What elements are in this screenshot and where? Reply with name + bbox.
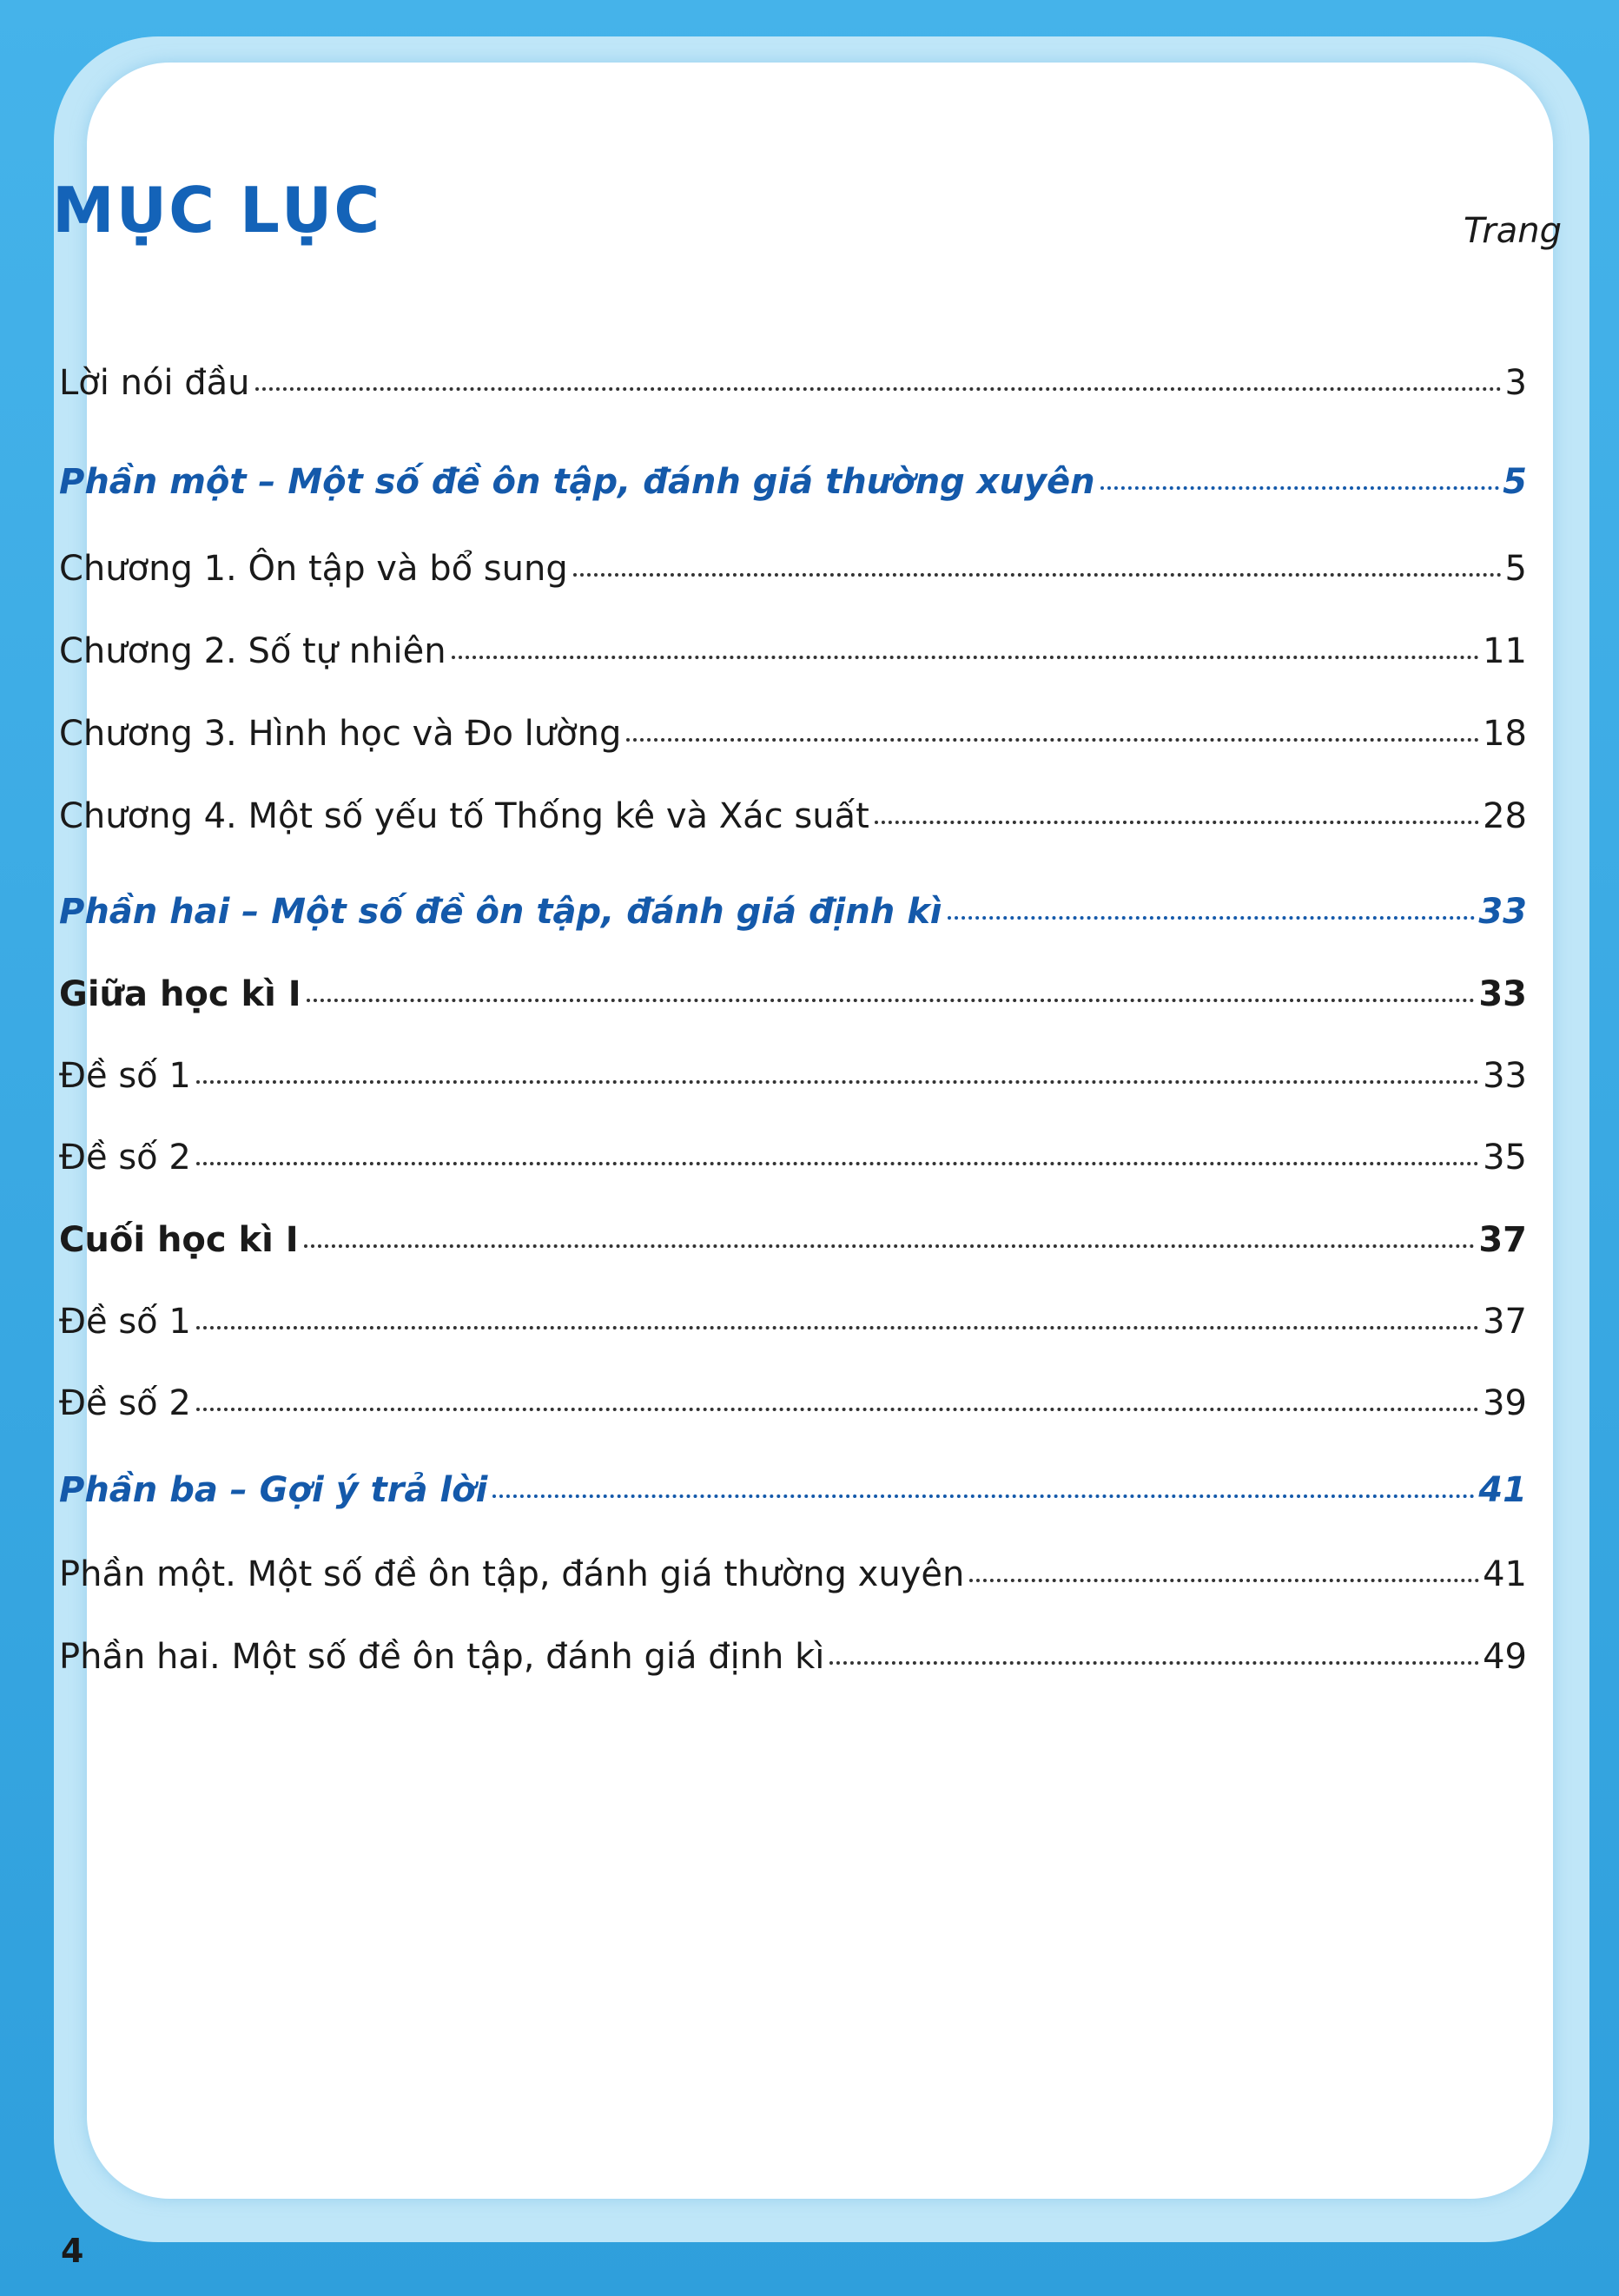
toc-entry-page: 11 — [1483, 631, 1527, 671]
toc-entry-label: Chương 4. Một số yếu tố Thống kê và Xác suất — [59, 796, 869, 836]
toc-entry-page: 33 — [1483, 1056, 1527, 1096]
page-title: MỤC LỤC — [52, 174, 382, 247]
table-of-contents — [59, 0, 1527, 2296]
page-number: 4 — [61, 2232, 84, 2270]
page-column-label: Trang — [1463, 211, 1562, 251]
toc-entry-label: Đề số 1 — [59, 1056, 191, 1096]
toc-entry[interactable] — [59, 1554, 1527, 1607]
toc-entry[interactable] — [59, 363, 1527, 415]
toc-entry[interactable] — [59, 549, 1527, 601]
dot-leader — [492, 1494, 1475, 1498]
dot-leader — [452, 656, 1480, 659]
dot-leader — [829, 1661, 1479, 1665]
toc-entry-page: 33 — [1478, 892, 1527, 932]
dot-leader — [1100, 486, 1500, 490]
toc-entry-page: 5 — [1503, 462, 1527, 502]
toc-entry-label: Giữa học kì I — [59, 974, 301, 1014]
toc-entry[interactable] — [59, 714, 1527, 766]
dot-leader — [307, 999, 1476, 1002]
toc-entry-label: Phần hai. Một số đề ôn tập, đánh giá định kì — [59, 1637, 825, 1677]
toc-entry-label: Chương 2. Số tự nhiên — [59, 631, 446, 671]
toc-part-heading[interactable] — [59, 1470, 1527, 1522]
toc-entry-page: 5 — [1504, 549, 1527, 589]
dot-leader — [304, 1244, 1476, 1248]
toc-entry-label: Đề số 2 — [59, 1383, 191, 1423]
toc-entry-label: Chương 1. Ôn tập và bổ sung — [59, 549, 568, 589]
toc-entry-page: 35 — [1483, 1138, 1527, 1178]
toc-entry-label: Phần một – Một số đề ôn tập, đánh giá thường xuyên — [59, 462, 1095, 502]
toc-entry-label: Đề số 2 — [59, 1138, 191, 1178]
toc-subheading[interactable] — [59, 974, 1527, 1026]
dot-leader — [196, 1162, 1479, 1165]
dot-leader — [875, 821, 1479, 824]
dot-leader — [573, 573, 1502, 577]
toc-entry-page: 28 — [1483, 796, 1527, 836]
toc-entry-label: Chương 3. Hình học và Đo lường — [59, 714, 622, 754]
toc-entry-page: 3 — [1504, 363, 1527, 403]
toc-entry-page: 37 — [1478, 1220, 1527, 1260]
toc-entry-page: 41 — [1478, 1470, 1527, 1510]
dot-leader — [969, 1579, 1479, 1582]
toc-entry[interactable] — [59, 1383, 1527, 1435]
toc-part-heading[interactable] — [59, 892, 1527, 944]
toc-entry-page: 49 — [1483, 1637, 1527, 1677]
toc-entry-label: Cuối học kì I — [59, 1220, 299, 1260]
dot-leader — [196, 1326, 1479, 1329]
toc-entry-page: 18 — [1483, 714, 1527, 754]
toc-entry-label: Lời nói đầu — [59, 363, 250, 403]
toc-entry-page: 33 — [1478, 974, 1527, 1014]
toc-entry-label: Đề số 1 — [59, 1302, 191, 1342]
toc-entry[interactable] — [59, 1056, 1527, 1108]
toc-entry[interactable] — [59, 631, 1527, 683]
toc-entry-label: Phần một. Một số đề ôn tập, đánh giá thường xuyên — [59, 1554, 965, 1594]
toc-entry-page: 37 — [1483, 1302, 1527, 1342]
toc-part-heading[interactable] — [59, 462, 1527, 514]
toc-entry[interactable] — [59, 1138, 1527, 1190]
toc-entry-label: Phần ba – Gợi ý trả lời — [59, 1470, 488, 1510]
toc-entry-page: 39 — [1483, 1383, 1527, 1423]
toc-entry-label: Phần hai – Một số đề ôn tập, đánh giá định kì — [59, 892, 942, 932]
dot-leader — [196, 1080, 1479, 1084]
dot-leader — [948, 916, 1476, 920]
toc-entry[interactable] — [59, 796, 1527, 848]
toc-entry[interactable] — [59, 1637, 1527, 1689]
dot-leader — [196, 1408, 1479, 1411]
toc-entry-page: 41 — [1483, 1554, 1527, 1594]
dot-leader — [255, 387, 1502, 391]
dot-leader — [626, 738, 1479, 742]
toc-subheading[interactable] — [59, 1220, 1527, 1272]
toc-entry[interactable] — [59, 1302, 1527, 1354]
